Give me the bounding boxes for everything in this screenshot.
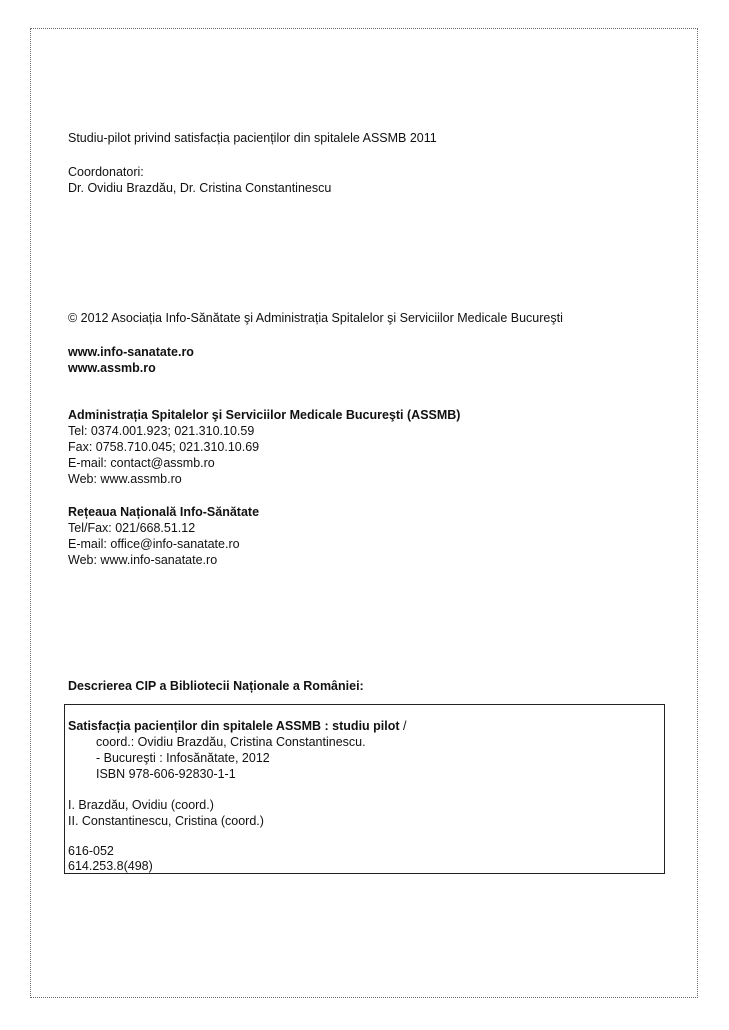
coordinators-names: Dr. Ovidiu Brazdău, Dr. Cristina Constantinescu	[68, 181, 332, 195]
cip-record-box	[64, 704, 665, 874]
cip-title	[68, 718, 406, 734]
document-title: Studiu-pilot privind satisfacția pacienților din spitalele ASSMB 2011	[68, 131, 437, 145]
cip-title-suffix: /	[399, 719, 407, 733]
assmb-tel: Tel: 0374.001.923; 021.310.10.59	[68, 424, 255, 438]
assmb-web: Web: www.assmb.ro	[68, 472, 182, 486]
cip-classification-1: 616-052	[68, 844, 114, 858]
assmb-name: Administrația Spitalelor şi Serviciilor Medicale Bucureşti (ASSMB)	[68, 408, 461, 422]
assmb-email: E-mail: contact@assmb.ro	[68, 456, 215, 470]
assmb-fax: Fax: 0758.710.045; 021.310.10.69	[68, 440, 260, 454]
copyright-notice: © 2012 Asociația Info-Sănătate şi Administrația Spitalelor şi Serviciilor Medicale Bucureşti	[68, 311, 563, 325]
cip-publisher-line: - Bucureşti : Infosănătate, 2012	[96, 751, 270, 765]
rnis-email: E-mail: office@info-sanatate.ro	[68, 537, 240, 551]
cip-author-1: I. Brazdău, Ovidiu (coord.)	[68, 798, 214, 812]
cip-coord-line: coord.: Ovidiu Brazdău, Cristina Constantinescu.	[96, 735, 366, 749]
rnis-web: Web: www.info-sanatate.ro	[68, 553, 218, 567]
cip-heading: Descrierea CIP a Bibliotecii Naționale a României:	[68, 679, 364, 693]
coordinators-label: Coordonatori:	[68, 165, 144, 179]
rnis-name: Rețeaua Națională Info-Sănătate	[68, 505, 260, 519]
website-link-assmb[interactable]: www.assmb.ro	[68, 361, 156, 375]
rnis-telfax: Tel/Fax: 021/668.51.12	[68, 521, 196, 535]
cip-author-2: II. Constantinescu, Cristina (coord.)	[68, 814, 264, 828]
website-link-info-sanatate[interactable]: www.info-sanatate.ro	[68, 345, 194, 359]
cip-title-text: Satisfacția pacienților din spitalele ASSMB : studiu pilot	[68, 719, 400, 733]
cip-classification-2: 614.253.8(498)	[68, 859, 153, 873]
cip-isbn-line: ISBN 978-606-92830-1-1	[96, 767, 236, 781]
